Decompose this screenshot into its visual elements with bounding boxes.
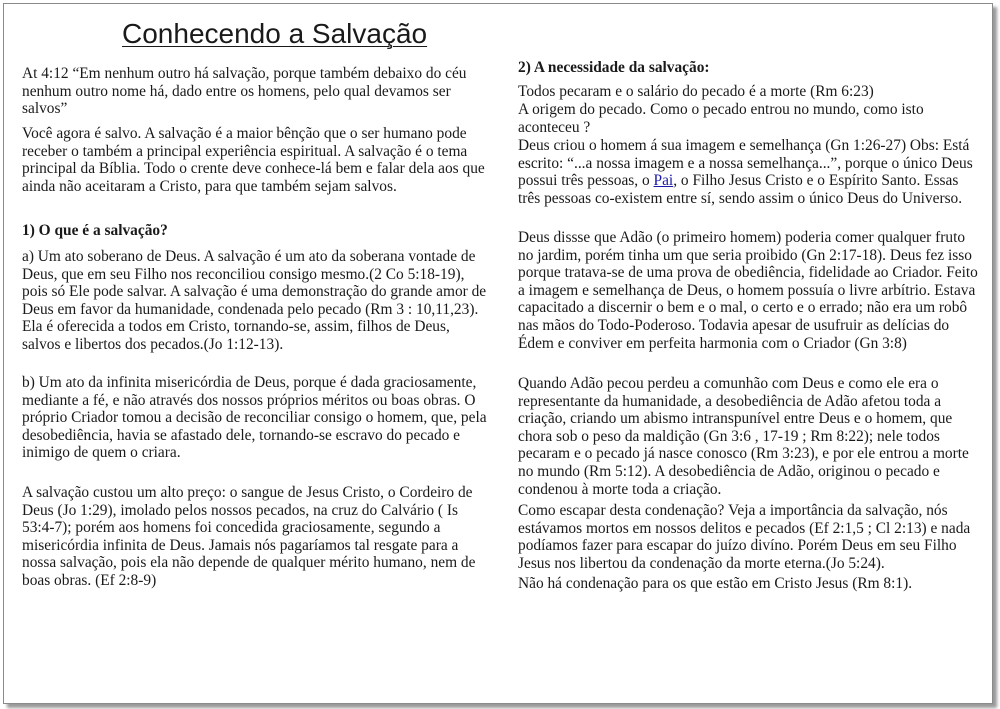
paragraph-r2: A origem do pecado. Como o pecado entrou no mundo, como isto aconteceu ? — [518, 101, 924, 136]
paragraph-a: a) Um ato soberano de Deus. A salvação é um ato da soberana vontade de Deus, que em seu Filho nos reconciliou consigo mesmo.(2 Co 5:18-19), pois só Ele pode salvar. A salvação é uma demonstração do grande amor de Deus em favor da humanidade, condenada pelo pecado (Rm 3 : 10,11,23). Ela é oferecida a todos em Cristo, tornando-se, assim, filhos de Deus, salvos e libertos dos pecados.(Jo 1:12-13). — [22, 248, 487, 353]
section-2-heading: 2) A necessidade da salvação: — [518, 59, 710, 76]
paragraph-c: A salvação custou um alto preço: o sangue de Jesus Cristo, o Cordeiro de Deus (Jo 1:29), imolado pelos nossos pecados, na cruz do Calvário ( Is 53:4-7); porém aos homens foi concedida graciosamente, segundo a misericórdia infinita de Deus. Jamais nós pagaríamos tal resgate para a nossa salvação, pois ela não depende de qualquer mérito humano, nem de boas obras. (Ef 2:8-9) — [22, 484, 476, 589]
paragraph-b: b) Um ato da infinita misericórdia de Deus, porque é dada graciosamente, mediante a fé, e não através dos nossos próprios méritos ou boas obras. O próprio Criador tomou a decisão de reconciliar consigo o homem, que, pela desobediência, havia se afastado dele, tornando-se escravo do pecado e inimigo de quem o criara. — [22, 374, 487, 462]
paragraph-r3 — [518, 137, 980, 207]
paragraph-r3-text-end: , o Filho Jesus Cristo e o Espírito Santo. Essas três pessoas co-existem entre sí, sendo assim o único Deus do Universo. — [518, 172, 963, 207]
paragraph-r5: Quando Adão pecou perdeu a comunhão com Deus e como ele era o representante da humanidade, a desobediência de Adão afetou toda a criação, criando um abismo intranspunível entre Deus e o homem, que chora sob o peso da maldição (Gn 3:6 , 17-19 ; Rm 8:22); nele todos pecaram e o pecado já nasce conosco (Rm 3:23), e por ele entrou a morte no mundo (Rm 5:12). A desobediência de Adão, originou o pecado e condenou à morte toda a criação. — [518, 375, 969, 498]
document-page — [3, 3, 993, 704]
page-title: Conhecendo a Salvação — [122, 18, 428, 49]
intro-paragraph: Você agora é salvo. A salvação é a maior bênção que o ser humano pode receber o também a principal experiência espiritual. A salvação é o tema principal da Bíblia. Todo o crente deve conhece-lá bem e falar dela aos que ainda não aceitaram a Cristo, para que também sejam salvos. — [22, 125, 485, 195]
paragraph-r6: Como escapar desta condenação? Veja a importância da salvação, nós estávamos mortos em nossos delitos e pecados (Ef 2:1,5 ; Cl 2:13) e nada podíamos fazer para escapar do juízo divíno. Porém Deus em seu Filho Jesus nos libertou da condenação da morte eterna.(Jo 5:24). — [518, 502, 971, 572]
paragraph-r4: Deus dissse que Adão (o primeiro homem) poderia comer qualquer fruto no jardim, porém tinha um que seria proibido (Gn 2:17-18). Deus fez isso porque tratava-se de uma prova de obediência, fidelidade ao Criador. Feito a imagem e semelhança de Deus, o homem possuía o livre arbítrio. Estava capacitado a discernir o bem e o mal, o certo e o errado; não era um robô nas mãos do Todo-Poderoso. Todavia apesar de usufruir as delícias do Édem e conviver em perfeita harmonia com o Criador (Gn 3:8) — [518, 229, 978, 352]
paragraph-r1: Todos pecaram e o salário do pecado é a morte (Rm 6:23) — [518, 83, 874, 100]
section-1-heading: 1) O que é a salvação? — [22, 222, 168, 239]
paragraph-r3-text-start: Deus criou o homem á sua imagem e semelhança (Gn 1:26-27) Obs: Está escrito: “...a nossa imagem e a nossa semelhança...”, porque o único Deus possui três pessoas, o — [518, 137, 973, 190]
pai-link[interactable]: Pai — [653, 172, 674, 190]
opening-verse: At 4:12 “Em nenhum outro há salvação, porque também debaixo do céu nenhum outro nome há, dado entre os homens, pelo qual devamos ser salvos” — [22, 65, 467, 118]
paragraph-r7: Não há condenação para os que estão em Cristo Jesus (Rm 8:1). — [518, 575, 913, 592]
